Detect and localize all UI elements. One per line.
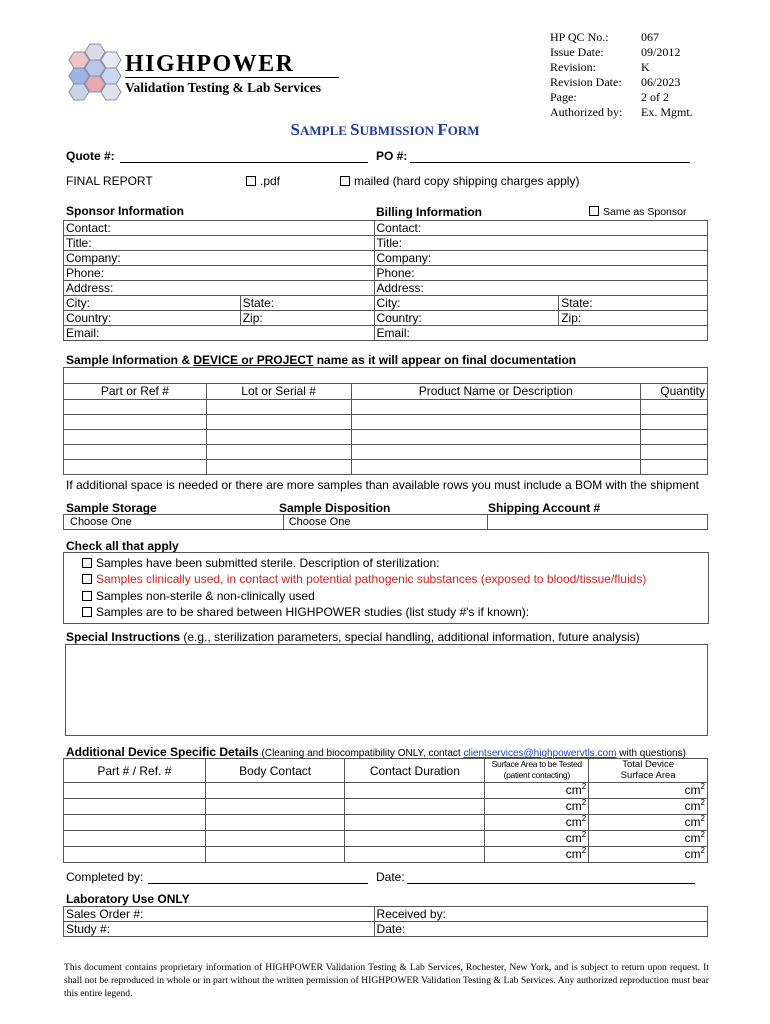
sponsor-contact[interactable]: Contact:: [64, 221, 375, 236]
special-instructions-field[interactable]: [65, 644, 708, 736]
sample-cell[interactable]: [351, 430, 641, 445]
device-cell[interactable]: [64, 847, 206, 863]
sample-col-part: Part or Ref #: [64, 384, 207, 400]
sample-cell[interactable]: [351, 445, 641, 460]
final-report-label: FINAL REPORT: [66, 174, 153, 188]
check-shared[interactable]: [82, 605, 529, 619]
sample-cell[interactable]: [641, 400, 708, 415]
device-col-surface-tested: [485, 759, 589, 783]
check-sterile[interactable]: [82, 556, 440, 570]
device-surface-cell[interactable]: $cm^2$: [485, 799, 589, 815]
mailed-option[interactable]: [340, 174, 579, 188]
meta-value: 09/2012: [641, 45, 681, 59]
sample-cell[interactable]: [641, 430, 708, 445]
po-field[interactable]: [410, 162, 690, 163]
billing-email[interactable]: Email:: [374, 326, 708, 341]
billing-company[interactable]: Company:: [374, 251, 708, 266]
sample-cell[interactable]: [64, 445, 207, 460]
sponsor-state[interactable]: State:: [240, 296, 374, 311]
form-title: [0, 120, 770, 140]
sponsor-phone[interactable]: Phone:: [64, 266, 375, 281]
device-surface-cell[interactable]: $cm^2$: [485, 815, 589, 831]
device-total-cell[interactable]: $cm^2$: [589, 815, 708, 831]
pdf-option[interactable]: [246, 174, 280, 188]
brand-name: HIGHPOWER: [125, 51, 295, 77]
sample-info-heading-part: DEVICE or PROJECT: [193, 353, 314, 367]
quote-field[interactable]: [120, 162, 368, 163]
clinical-label: Samples clinically used, in contact with potential pathogenic substances (exposed to blood/tissue/fluids): [96, 572, 647, 586]
billing-city[interactable]: City:: [374, 296, 559, 311]
sponsor-heading: Sponsor Information: [66, 204, 184, 218]
sample-cell[interactable]: [206, 460, 351, 475]
po-label: PO #:: [376, 149, 408, 163]
device-cell[interactable]: [205, 831, 345, 847]
device-col-total-area: [589, 759, 708, 783]
device-total-cell[interactable]: $cm^2$: [589, 799, 708, 815]
device-cell[interactable]: [205, 847, 345, 863]
sample-cell[interactable]: [206, 415, 351, 430]
special-instructions-heading: [66, 630, 640, 644]
sample-storage-select[interactable]: Choose One: [64, 515, 284, 530]
device-details-table: [63, 758, 708, 863]
sponsor-zip[interactable]: Zip:: [240, 311, 374, 326]
title-part: ORM: [447, 123, 480, 138]
legal-footer: This document contains proprietary information of HIGHPOWER Validation Testing & Lab Services, Rochester, New York, and is subject to return upon request. It shall not be reproduced in whole or in part without the written permission of HIGHPOWER Validation Testing & Lab Services. Any authorized reproduction must bear this entire legend.: [64, 962, 709, 999]
sponsor-city[interactable]: City:: [64, 296, 241, 311]
date-field[interactable]: [407, 883, 695, 884]
highpower-logo: [68, 42, 128, 104]
sample-cell[interactable]: [641, 445, 708, 460]
meta-value: Ex. Mgmt.: [641, 105, 693, 119]
client-services-email-link[interactable]: clientservices@highpowervtls.com: [463, 748, 617, 759]
mailed-checkbox[interactable]: [340, 176, 350, 186]
billing-state[interactable]: State:: [559, 296, 708, 311]
brand-tagline: Validation Testing & Lab Services: [125, 80, 322, 95]
billing-heading: Billing Information: [376, 205, 482, 219]
sample-cell[interactable]: [351, 415, 641, 430]
device-surface-cell[interactable]: $cm^2$: [485, 783, 589, 799]
sponsor-address[interactable]: Address:: [64, 281, 375, 296]
billing-address[interactable]: Address:: [374, 281, 708, 296]
sample-info-heading: [66, 353, 576, 367]
device-cell[interactable]: [205, 799, 345, 815]
bom-note: If additional space is needed or there are more samples than available rows you must include a BOM with the shipment: [66, 478, 699, 492]
sample-cell[interactable]: [351, 400, 641, 415]
completed-by-field[interactable]: [148, 883, 368, 884]
device-cell[interactable]: [64, 831, 206, 847]
check-all-heading: Check all that apply: [66, 539, 179, 553]
meta-value: 06/2023: [641, 75, 681, 89]
sample-storage-label: Sample Storage: [66, 501, 157, 515]
unit-cm: cm: [684, 847, 701, 861]
device-total-cell[interactable]: $cm^2$: [589, 783, 708, 799]
sample-info-heading-part: Sample Information &: [66, 353, 194, 367]
title-part: F: [437, 120, 448, 139]
received-by-field[interactable]: Received by:: [374, 907, 707, 922]
meta-key: Page:: [550, 90, 577, 104]
sample-info-heading-part: name as it will appear on final documentation: [313, 353, 577, 367]
meta-value: K: [641, 60, 650, 74]
same-as-sponsor-label: Same as Sponsor: [603, 206, 687, 218]
shipping-account-field[interactable]: [488, 515, 708, 530]
billing-phone[interactable]: Phone:: [374, 266, 708, 281]
sample-table: [63, 367, 708, 475]
shared-checkbox[interactable]: [82, 607, 92, 617]
unit-cm: cm: [565, 815, 582, 829]
billing-contact[interactable]: Contact:: [374, 221, 708, 236]
contact-info-table: [63, 220, 708, 341]
sample-cell[interactable]: [206, 430, 351, 445]
sample-disposition-select[interactable]: Choose One: [283, 515, 488, 530]
nonsterile-checkbox[interactable]: [82, 591, 92, 601]
additional-details-heading: [66, 745, 686, 759]
unit-cm: cm: [565, 831, 582, 845]
sample-cell[interactable]: [351, 460, 641, 475]
sample-cell[interactable]: [64, 430, 207, 445]
device-cell[interactable]: [205, 783, 345, 799]
sample-table-spacer: [64, 368, 708, 384]
unit-cm: cm: [684, 783, 701, 797]
meta-key: Issue Date:: [550, 45, 604, 59]
completed-by-label: Completed by:: [66, 870, 144, 884]
sponsor-title[interactable]: Title:: [64, 236, 375, 251]
device-cell[interactable]: [345, 799, 485, 815]
meta-key: Authorized by:: [550, 105, 623, 119]
meta-key: HP QC No.:: [550, 30, 609, 44]
nonsterile-label: Samples non-sterile & non-clinically used: [96, 589, 315, 603]
sample-disposition-label: Sample Disposition: [279, 501, 391, 515]
device-cell[interactable]: [64, 783, 206, 799]
meta-key: Revision Date:: [550, 75, 622, 89]
title-part: S: [290, 120, 300, 139]
surface-tested-sublabel: (patient contacting): [503, 770, 570, 780]
check-clinical[interactable]: [82, 572, 646, 586]
meta-value: 2 of 2: [641, 90, 669, 104]
unit-cm: cm: [565, 783, 582, 797]
pdf-label: .pdf: [260, 174, 281, 188]
sterile-checkbox[interactable]: [82, 558, 92, 568]
study-field[interactable]: Study #:: [64, 922, 375, 937]
sample-cell[interactable]: [641, 415, 708, 430]
total-area-sublabel: Surface Area: [620, 770, 676, 781]
clinical-checkbox[interactable]: [82, 574, 92, 584]
total-area-label: Total Device: [622, 759, 674, 770]
unit-cm: cm: [565, 847, 582, 861]
sample-cell[interactable]: [206, 445, 351, 460]
special-instructions-label: Special Instructions: [66, 630, 181, 644]
device-cell[interactable]: [64, 815, 206, 831]
sponsor-email[interactable]: Email:: [64, 326, 375, 341]
title-part: UBMISSION: [359, 123, 438, 138]
device-cell[interactable]: [345, 783, 485, 799]
check-nonsterile[interactable]: [82, 589, 315, 603]
billing-country[interactable]: Country:: [374, 311, 559, 326]
shared-label: Samples are to be shared between HIGHPOWER studies (list study #'s if known):: [96, 605, 530, 619]
lab-date-field[interactable]: Date:: [374, 922, 707, 937]
shipping-account-label: Shipping Account #: [488, 501, 601, 515]
unit-cm: cm: [684, 799, 701, 813]
sample-cell[interactable]: [206, 400, 351, 415]
unit-cm: cm: [565, 799, 582, 813]
sponsor-company[interactable]: Company:: [64, 251, 375, 266]
sample-col-product: Product Name or Description: [351, 384, 641, 400]
storage-table: [63, 514, 708, 530]
quote-label: Quote #:: [66, 149, 115, 163]
device-surface-cell[interactable]: $cm^2$: [485, 831, 589, 847]
lab-use-table: [63, 906, 708, 937]
unit-cm: cm: [684, 815, 701, 829]
surface-tested-label: Surface Area to be Tested: [491, 759, 582, 769]
sample-col-quantity: Quantity: [641, 384, 708, 400]
sample-cell[interactable]: [64, 400, 207, 415]
lab-use-heading: Laboratory Use ONLY: [66, 892, 190, 906]
sponsor-country[interactable]: Country:: [64, 311, 241, 326]
mailed-label: mailed (hard copy shipping charges apply): [354, 174, 580, 188]
device-col-part: Part # / Ref. #: [64, 759, 206, 783]
additional-details-hint: with questions): [616, 748, 686, 759]
billing-zip[interactable]: Zip:: [559, 311, 708, 326]
same-as-sponsor-checkbox[interactable]: [589, 206, 599, 216]
unit-cm: cm: [684, 831, 701, 845]
device-total-cell[interactable]: $cm^2$: [589, 847, 708, 863]
title-part: AMPLE: [299, 123, 351, 138]
device-col-duration: Contact Duration: [345, 759, 485, 783]
title-part: S: [350, 120, 360, 139]
device-cell[interactable]: [205, 815, 345, 831]
sample-col-lot: Lot or Serial #: [206, 384, 351, 400]
device-cell[interactable]: [345, 847, 485, 863]
additional-details-label: Additional Device Specific Details: [66, 745, 259, 759]
device-col-body-contact: Body Contact: [205, 759, 345, 783]
additional-details-hint: (Cleaning and biocompatibility ONLY, contact: [258, 748, 464, 759]
sterile-label: Samples have been submitted sterile. Description of sterilization:: [96, 556, 440, 570]
pdf-checkbox[interactable]: [246, 176, 256, 186]
sales-order-field[interactable]: Sales Order #:: [64, 907, 375, 922]
device-cell[interactable]: [64, 799, 206, 815]
special-instructions-hint: (e.g., sterilization parameters, special handling, additional information, future analysis): [180, 630, 640, 644]
sample-cell[interactable]: [641, 460, 708, 475]
device-cell[interactable]: [345, 831, 485, 847]
date-label: Date:: [376, 870, 405, 884]
sample-cell[interactable]: [64, 460, 207, 475]
device-surface-cell[interactable]: $cm^2$: [485, 847, 589, 863]
device-total-cell[interactable]: $cm^2$: [589, 831, 708, 847]
billing-title[interactable]: Title:: [374, 236, 708, 251]
sample-cell[interactable]: [64, 415, 207, 430]
device-cell[interactable]: [345, 815, 485, 831]
meta-value: 067: [641, 30, 659, 44]
brand-divider: [125, 77, 339, 78]
meta-key: Revision:: [550, 60, 597, 74]
same-as-sponsor-option[interactable]: [589, 206, 686, 218]
